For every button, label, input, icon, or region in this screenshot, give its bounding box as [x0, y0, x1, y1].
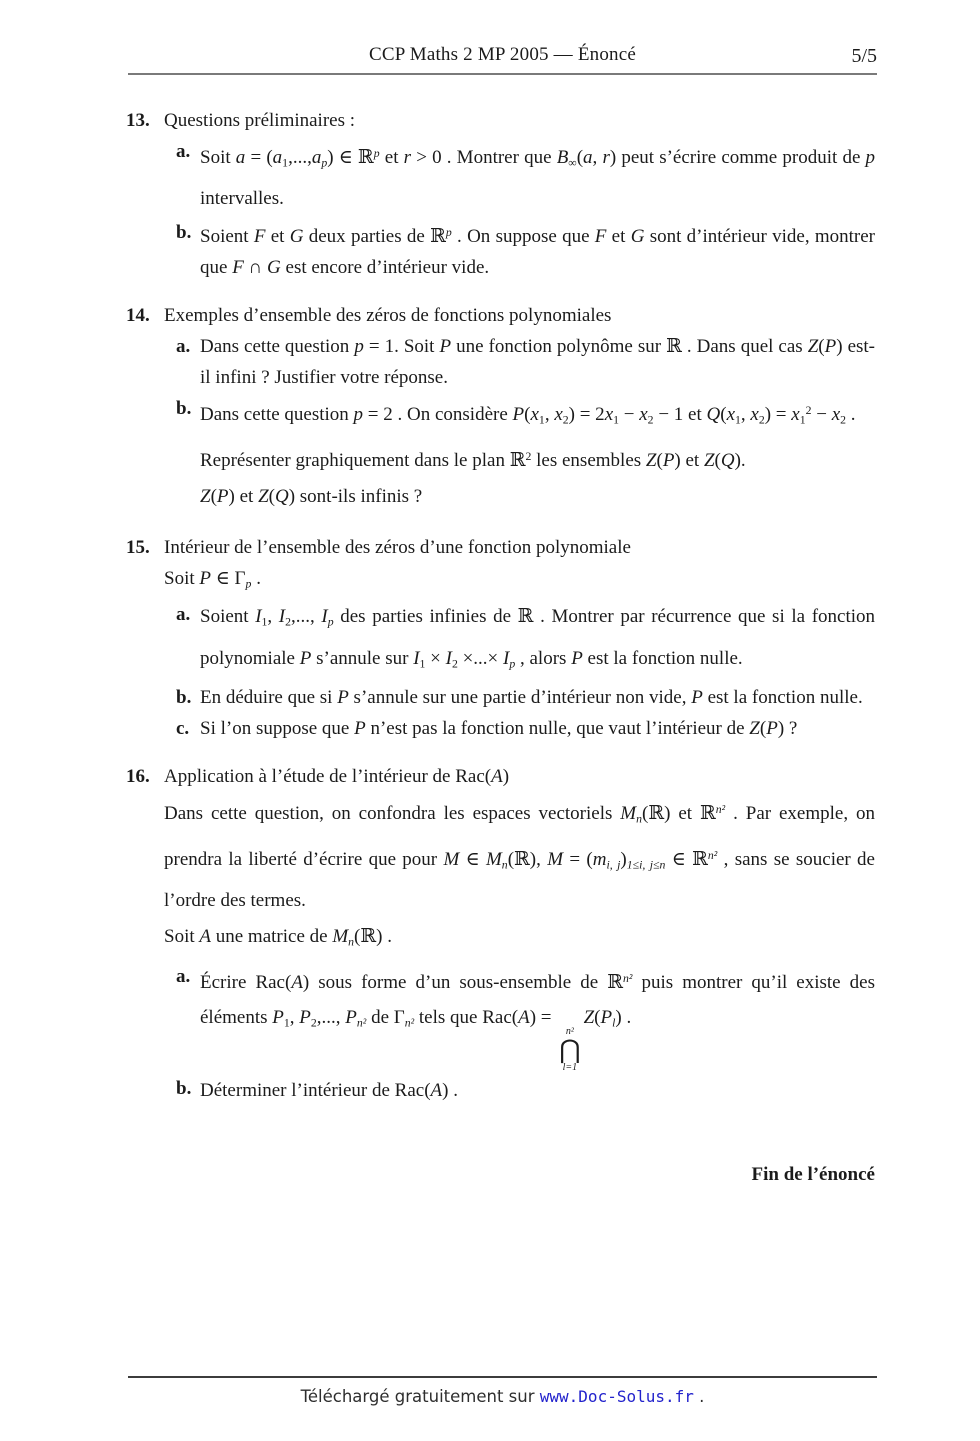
n-ary-intersection-symbol: n² ⋂ l=1	[559, 1025, 581, 1073]
question-14-item-b	[176, 393, 875, 514]
question-16-item-b	[176, 1073, 875, 1109]
footer-text: Téléchargé gratuitement sur	[300, 1387, 540, 1406]
question-13-item-a	[176, 136, 875, 217]
item-paragraph: Déterminer l’intérieur de Rac(A) .	[200, 1079, 458, 1101]
question-15	[126, 532, 875, 745]
question-16-item-a	[176, 961, 875, 1073]
question-number: 13.	[126, 110, 150, 131]
question-14-item-a	[176, 331, 875, 393]
question-title: Intérieur de l’ensemble des zéros d’une fonction polynomiale	[164, 536, 631, 558]
page-number: 5/5	[851, 45, 877, 67]
document-body	[126, 105, 875, 1190]
intro-paragraph: Soit P ∈ Γp .	[164, 567, 261, 591]
doc-solus-link[interactable]: www.Doc-Solus.fr	[539, 1387, 694, 1406]
item-paragraph: Dans cette question p = 1. Soit P une fonction polynôme sur ℝ . Dans quel cas Z(P) est-il infini ? Justifier votre réponse.	[200, 336, 876, 389]
question-15-intro	[164, 563, 875, 600]
question-15-heading	[126, 532, 875, 563]
footer-text-suffix: .	[693, 1387, 705, 1406]
intro-paragraph: Dans cette question, on confondra les espaces vectoriels Mn(ℝ) et ℝ$^{n^2}$ . Par exemple, on prendra la liberté d’écrire que pour M ∈ Mn(ℝ), M = (mi, j)1≤i, j≤n ∈ ℝ$^{n^2}$ , sans se soucier de l’ordre des termes.	[164, 803, 876, 911]
item-label: b.	[176, 222, 192, 244]
item-paragraph: Dans cette question p = 2 . On considère P(x1, x2) = 2x1 − x2 − 1 et Q(x1, $x2) = x1^2 - x2$ .	[200, 404, 856, 427]
item-paragraph: Si l’on suppose que P n’est pas la fonction nulle, que vaut l’intérieur de Z(P) ?	[200, 718, 798, 740]
question-13	[126, 105, 875, 283]
question-number: 15.	[126, 536, 150, 558]
item-label: b.	[176, 398, 192, 420]
end-of-statement-note: Fin de l’énoncé	[751, 1163, 875, 1185]
item-paragraph: En déduire que si P s’annule sur une partie d’intérieur non vide, P est la fonction nulle.	[200, 687, 863, 709]
question-title: Questions préliminaires :	[164, 110, 356, 131]
question-title: Application à l’étude de l’intérieur de Rac(A)	[164, 766, 510, 788]
item-label: b.	[176, 1077, 192, 1099]
item-label: c.	[176, 718, 190, 740]
item-label: a.	[176, 336, 191, 358]
question-15-item-c	[176, 713, 875, 744]
item-paragraph: Écrire Rac(A) sous forme d’un sous-ensemble de ℝ$^{n^2}$ puis montrer qu’il existe des éléments P1, P2,..., Pn² de Γn² tels que Rac(A) = n² ⋂ l=1 Z(Pl) .	[200, 971, 875, 1073]
item-paragraph: Soit a = (a1,...,ap) ∈ ℝ$^p$ et r > 0 . Montrer que B∞(a, r) peut s’écrire comme produit de p intervalles.	[200, 146, 876, 210]
question-number: 16.	[126, 766, 150, 788]
item-label: a.	[176, 604, 191, 626]
question-15-item-a	[176, 599, 875, 682]
question-14-heading	[126, 300, 875, 331]
item-label: a.	[176, 141, 191, 162]
item-label: a.	[176, 965, 191, 987]
intro-paragraph: Soit A une matrice de Mn(ℝ) .	[164, 925, 392, 949]
page-header	[128, 0, 877, 75]
question-16	[126, 761, 875, 1109]
item-label: b.	[176, 687, 192, 709]
question-13-heading	[126, 105, 875, 136]
question-title: Exemples d’ensemble des zéros de fonctions polynomiales	[164, 305, 612, 327]
question-16-intro	[164, 792, 875, 960]
question-number: 14.	[126, 305, 150, 327]
item-paragraph: Z(P) et Z(Q) sont-ils infinis ?	[200, 485, 423, 507]
question-13-item-b	[176, 217, 875, 283]
item-paragraph: Représenter graphiquement dans le plan ℝ$^2$ les ensembles Z(P) et Z(Q).	[200, 449, 746, 471]
item-paragraph: Soient F et G deux parties de ℝ$^p$ . On suppose que F et G sont d’intérieur vide, montrer que F ∩ G est encore d’intérieur vide.	[200, 226, 875, 279]
header-title: CCP Maths 2 MP 2005 — Énoncé	[368, 44, 637, 65]
question-16-heading	[126, 761, 875, 792]
question-14	[126, 300, 875, 514]
question-15-item-b	[176, 682, 875, 713]
page-footer	[128, 1376, 877, 1406]
item-paragraph: Soient I1, I2,..., Ip des parties infinies de ℝ . Montrer par récurrence que si la fonction polynomiale P s’annule sur I1 × I2 ×...× Ip , alors P est la fonction nulle.	[200, 606, 876, 671]
